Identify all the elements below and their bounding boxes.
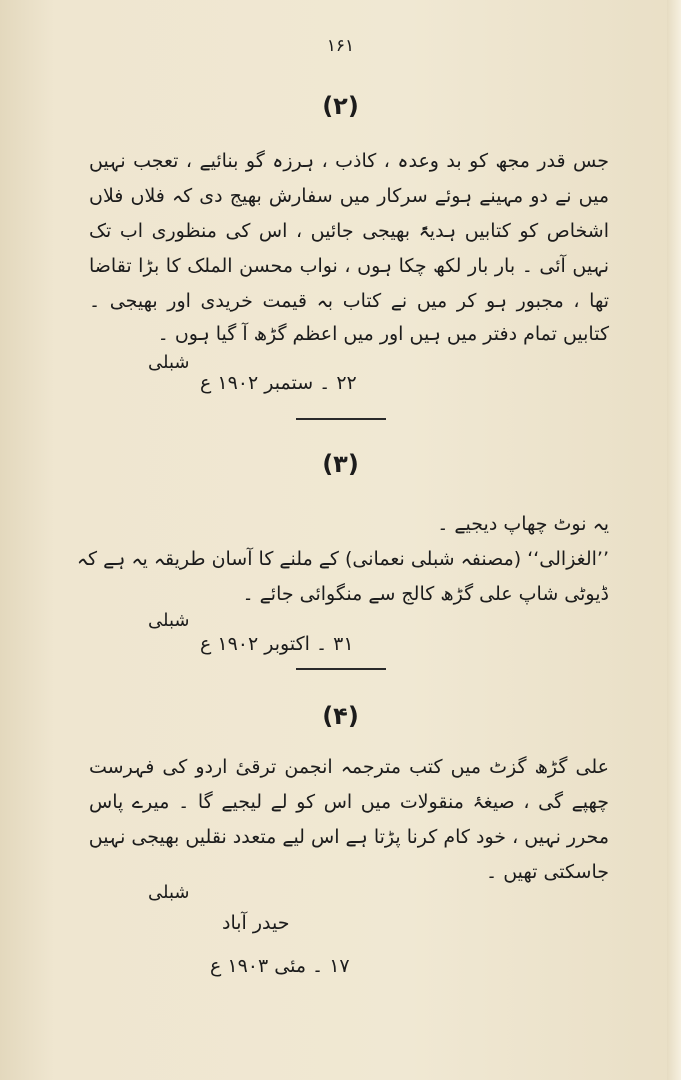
page-edge xyxy=(667,0,681,1080)
letter-place: حیدر آباد xyxy=(222,912,290,934)
separator-rule xyxy=(296,418,386,420)
text-line: یہ نوٹ چھاپ دیجیے ۔ xyxy=(437,513,609,535)
text-line: تھا ، مجبور ہو کر میں نے کتاب بہ قیمت خریدی اور بھیجی ۔ xyxy=(89,290,609,312)
text-line: جاسکتی تھیں ۔ xyxy=(486,861,609,883)
text-line: اشخاص کو کتابیں ہدیۃً بھیجی جائیں ، اس کی منظوری اب تک xyxy=(89,220,609,242)
text-line: نہیں آئی ۔ بار بار لکھ چکا ہوں ، نواب محسن الملک کا بڑا تقاضا xyxy=(89,255,609,277)
signature: شبلی xyxy=(148,882,190,903)
text-line: کتابیں تمام دفتر میں ہیں اور میں اعظم گڑھ آ گیا ہوں ۔ xyxy=(157,323,609,345)
text-line: ڈیوٹی شاپ علی گڑھ کالج سے منگوائی جائے ۔ xyxy=(242,583,609,605)
letter-number: (۳) xyxy=(322,450,359,478)
signature: شبلی xyxy=(148,610,190,631)
text-line: علی گڑھ گزٹ میں کتب مترجمہ انجمن ترقیٔ اردو کی فہرست xyxy=(89,756,609,778)
text-line: چھپے گی ، صیغۂ منقولات میں اس کو لے لیجیے گا ۔ میرے پاس xyxy=(89,791,609,813)
text-line: میں نے دو مہینے ہوئے سرکار میں سفارش بھیج دی کہ فلاں فلاں xyxy=(89,185,609,207)
text-line: جس قدر مجھ کو بد وعدہ ، کاذب ، ہرزہ گو بنائیے ، تعجب نہیں xyxy=(89,150,609,172)
letter-number: (۲) xyxy=(322,92,359,120)
text-line: ’’الغزالی‘‘ (مصنفہ شبلی نعمانی) کے ملنے کا آسان طریقہ یہ ہے کہ xyxy=(76,548,609,570)
separator-rule xyxy=(296,668,386,670)
page-number: ۱۶۱ xyxy=(326,36,355,56)
letter-date: ۱۷ ۔ مئی ۱۹۰۳ ع xyxy=(210,955,350,977)
letter-date: ۳۱ ۔ اکتوبر ۱۹۰۲ ع xyxy=(200,633,354,655)
text-line: محرر نہیں ، خود کام کرنا پڑتا ہے اس لیے متعدد نقلیں بھیجی نہیں xyxy=(88,826,609,848)
letter-date: ۲۲ ۔ ستمبر ۱۹۰۲ ع xyxy=(200,372,357,394)
letter-number: (۴) xyxy=(322,702,359,730)
signature: شبلی xyxy=(148,352,190,373)
